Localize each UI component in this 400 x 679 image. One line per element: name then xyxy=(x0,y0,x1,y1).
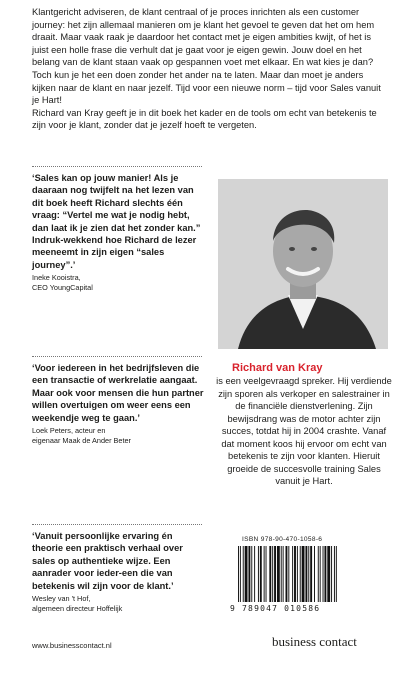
divider-3 xyxy=(32,524,202,525)
intro-paragraph-2: Toch kun je het een doen zonder het ander na te laten. Maar dan moet je anders kijken naar de klant en naar jezelf. Tijd voor een nieuwe norm – tijd voor Sales vanuit je Hart! xyxy=(32,69,381,106)
quote-1-name: Ineke Kooistra, xyxy=(32,273,81,283)
isbn-label: ISBN 978-90-470-1058-6 xyxy=(242,536,323,543)
barcode-digits: 9 789047 010586 xyxy=(230,604,321,613)
barcode-bar xyxy=(318,546,319,602)
barcode-bar xyxy=(297,546,298,602)
barcode-bar xyxy=(286,546,288,602)
quote-1-text: ‘Sales kan op jouw manier! Als je daaraan nog twijfelt na het lezen van dit boek heeft Richard slechts één vraag: “Vertel me wat je nodig hebt, dan laat ik je zien dat het zonder kan.” Indruk-wekkend hoe Richard de lezer meeneemt in zijn eigen “sales journey”.’ xyxy=(32,173,201,270)
barcode-bar xyxy=(302,546,305,602)
barcode-bar xyxy=(269,546,271,602)
author-name: Richard van Kray xyxy=(232,362,323,374)
quote-2-attribution xyxy=(32,426,204,446)
barcode-bar xyxy=(272,546,273,602)
barcode-bar xyxy=(300,546,301,602)
quote-3 xyxy=(32,530,204,614)
intro-paragraph-1: Klantgericht adviseren, de klant centraal of je proces inrichten als een customer journey: het zijn allemaal manieren om je klant het gevoel te geven dat het om hem draait. Maar vaak raak je daardoor het contact met je eigen ambities kwijt, of het is juist een holle frase die verhult dat je gaat voor je eigen gewin. Jouw doel en het belang van de klant staan vaak op gespannen voet met elkaar. En wat kies je dan? xyxy=(32,7,375,68)
quote-3-name: Wesley van 't Hof, xyxy=(32,594,91,604)
barcode-bar xyxy=(334,546,335,602)
barcode-bar xyxy=(248,546,250,602)
quote-3-text: ‘Vanuit persoonlijke ervaring én theorie een praktisch verhaal over sales op authentieke wijze. Een aanrader voor ieder-een die van betekenis wil zijn voor de klant.’ xyxy=(32,531,183,591)
barcode-bar xyxy=(308,546,309,602)
quote-1-role: CEO YoungCapital xyxy=(32,283,93,293)
barcode-bar xyxy=(251,546,252,602)
barcode-bar xyxy=(292,546,293,602)
divider-1 xyxy=(32,166,202,167)
barcode-bar xyxy=(310,546,312,602)
barcode-bar xyxy=(281,546,282,602)
quote-2-role: eigenaar Maak de Ander Beter xyxy=(32,436,131,446)
barcode-bar xyxy=(254,546,255,602)
barcode-bar xyxy=(327,546,330,602)
barcode-bar xyxy=(240,546,241,602)
barcode-bar xyxy=(294,546,296,602)
barcode-bar xyxy=(238,546,239,602)
barcode-bar xyxy=(264,546,265,602)
barcode-bar xyxy=(283,546,284,602)
intro-text xyxy=(32,6,382,132)
barcode-bar xyxy=(323,546,324,602)
barcode-bar xyxy=(260,546,262,602)
quote-2-text: ‘Voor iedereen in het bedrijfsleven die een transactie of werkrelatie aangaat. Maar ook voor mensen die hun partner willen overtuigen om weer eens een weekendje weg te gaan.’ xyxy=(32,363,204,423)
barcode-bar xyxy=(243,546,244,602)
author-photo xyxy=(218,179,388,349)
barcode-bar xyxy=(277,546,280,602)
author-portrait-illustration xyxy=(218,179,388,349)
barcode-bar xyxy=(266,546,267,602)
barcode-bar xyxy=(305,546,307,602)
barcode-bar xyxy=(336,546,337,602)
barcode-bar xyxy=(245,546,248,602)
divider-2 xyxy=(32,356,202,357)
barcode-bar xyxy=(314,546,315,602)
barcode-bar xyxy=(324,546,326,602)
barcode-bar xyxy=(258,546,259,602)
quote-3-attribution xyxy=(32,594,204,614)
barcode-bar xyxy=(331,546,332,602)
barcode-bar xyxy=(274,546,276,602)
quote-1 xyxy=(32,172,204,293)
quote-3-role: algemeen directeur Hoffelijk xyxy=(32,604,123,614)
website-link[interactable]: www.businesscontact.nl xyxy=(32,641,112,650)
quote-1-attribution xyxy=(32,273,204,293)
quote-2 xyxy=(32,362,204,446)
intro-paragraph-3: Richard van Kray geeft je in dit boek het kader en de tools om echt van betekenis te zijn voor je klant, zonder dat je jezelf hoeft te vergeten. xyxy=(32,107,377,131)
barcode-bar xyxy=(320,546,321,602)
publisher-logo: business contact xyxy=(272,634,357,649)
barcode-bar xyxy=(288,546,289,602)
barcode-icon xyxy=(236,546,376,602)
author-bio: is een veelgevraagd spreker. Hij verdiende zijn sporen als verkoper en salestrainer in de financiële dienstverlening. Zijn bewijsdrang was de motor achter zijn succes, totdat hij in 2004 crashte. Vanaf dat moment koos hij ervoor om echt van betekenis te zijn voor klanten. Hieruit groeide de succesvolle training Sales vanuit je Hart. xyxy=(216,376,392,486)
quote-2-name: Loek Peters, acteur en xyxy=(32,426,106,436)
